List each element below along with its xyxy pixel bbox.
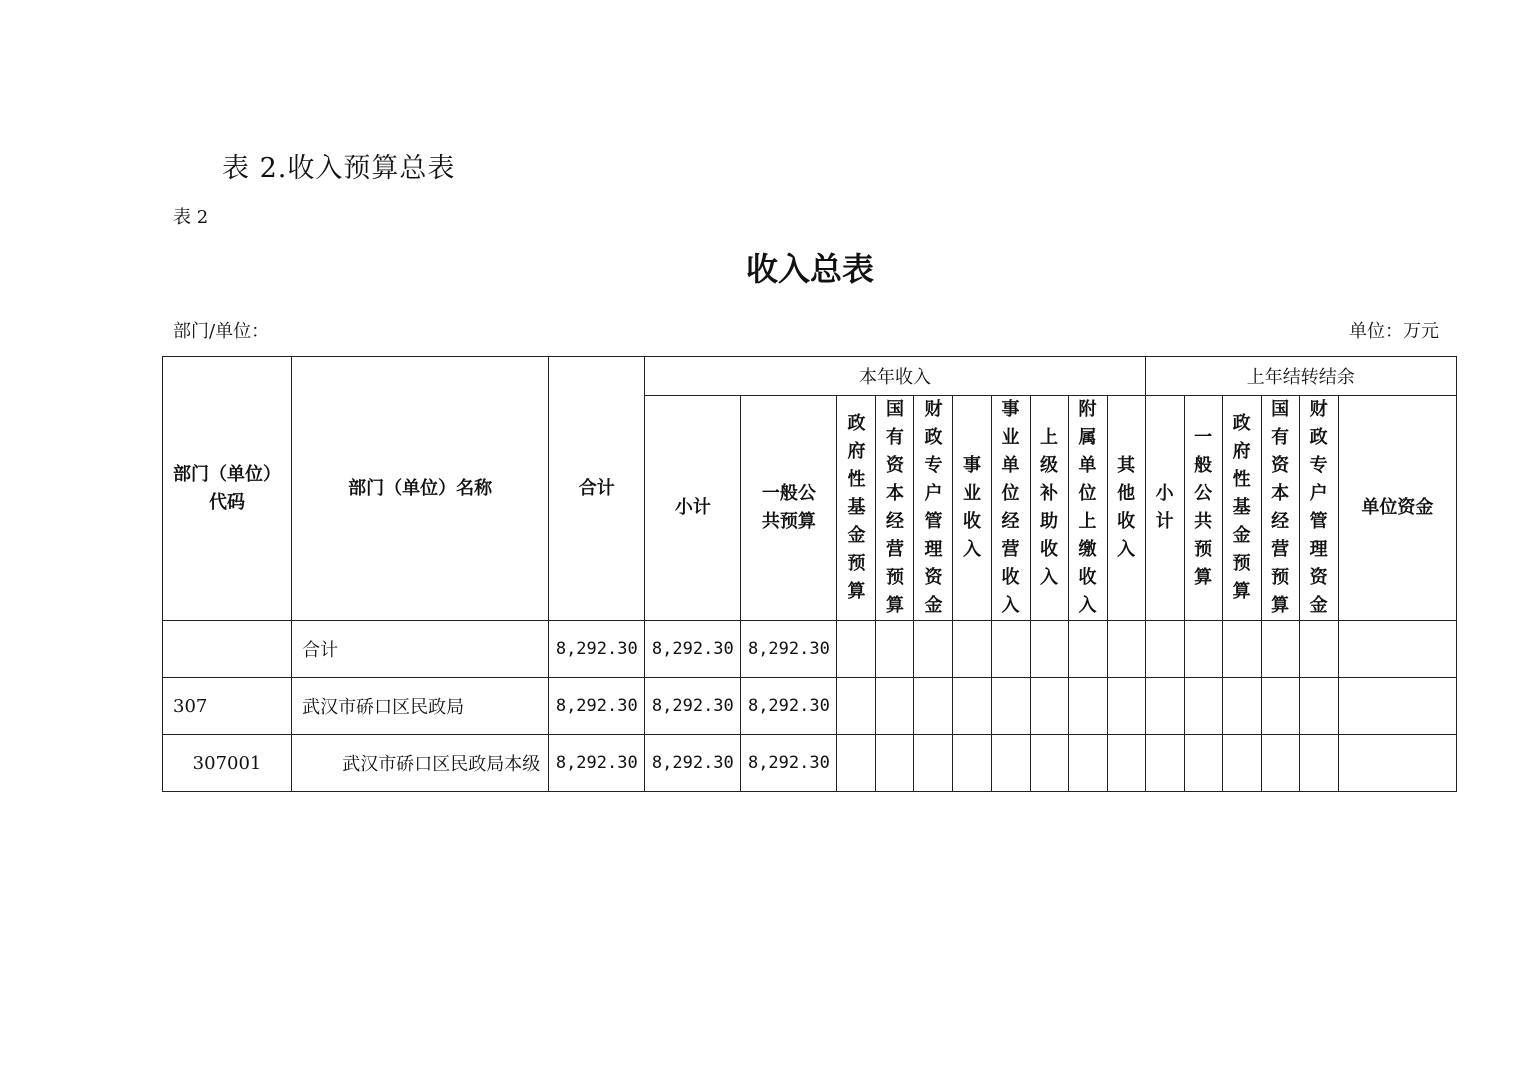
col-header-co-special-account: 财政专户管理资金 xyxy=(1299,396,1338,621)
cell-cy-general: 8,292.30 xyxy=(741,735,837,792)
cell-total: 8,292.30 xyxy=(549,735,645,792)
col-header-cy-subtotal: 小计 xyxy=(645,396,741,621)
col-header-cy-operating-income: 事业单位经营收入 xyxy=(991,396,1030,621)
table-row-department xyxy=(163,678,1457,735)
col-header-cy-gov-fund: 政府性基金预算 xyxy=(837,396,876,621)
cell-total: 8,292.30 xyxy=(549,621,645,678)
table-row-unit xyxy=(163,735,1457,792)
col-header-co-state-capital: 国有资本经营预算 xyxy=(1261,396,1299,621)
department-label: 部门/单位： xyxy=(173,321,270,342)
table-number: 表 2 xyxy=(173,207,209,228)
cell-cy-subtotal: 8,292.30 xyxy=(645,678,741,735)
cell-code: 307001 xyxy=(163,735,292,792)
cell-cy-general: 8,292.30 xyxy=(741,678,837,735)
cell-code xyxy=(163,621,292,678)
cell-cy-general: 8,292.30 xyxy=(741,621,837,678)
col-header-cy-general: 一般公共预算 xyxy=(741,396,837,621)
cell-total: 8,292.30 xyxy=(549,678,645,735)
col-header-cy-other-income: 其他收入 xyxy=(1107,396,1145,621)
unit-label: 单位：万元 xyxy=(1349,321,1439,342)
cell-code: 307 xyxy=(163,678,292,735)
col-header-name: 部门（单位）名称 xyxy=(292,357,549,621)
col-header-co-general: 一般公共预算 xyxy=(1184,396,1222,621)
header-row-group xyxy=(163,357,1457,396)
table-row-total xyxy=(163,621,1457,678)
col-header-total: 合计 xyxy=(549,357,645,621)
col-header-code: 部门（单位）代码 xyxy=(163,357,292,621)
cell-cy-subtotal: 8,292.30 xyxy=(645,735,741,792)
col-header-cy-business-income: 事业收入 xyxy=(953,396,991,621)
col-header-co-subtotal: 小计 xyxy=(1145,396,1184,621)
col-header-cy-affiliate-remit: 附属单位上缴收入 xyxy=(1068,396,1107,621)
col-header-cy-superior-subsidy: 上级补助收入 xyxy=(1030,396,1068,621)
cell-name: 武汉市硚口区民政局 xyxy=(292,678,549,735)
col-header-cy-state-capital: 国有资本经营预算 xyxy=(876,396,914,621)
cell-name: 武汉市硚口区民政局本级 xyxy=(292,735,549,792)
table-title: 收入总表 xyxy=(745,250,874,288)
col-header-cy-special-account: 财政专户管理资金 xyxy=(914,396,953,621)
col-header-co-gov-fund: 政府性基金预算 xyxy=(1222,396,1261,621)
group-header-current-year: 本年收入 xyxy=(645,357,1145,396)
income-budget-table xyxy=(162,356,1457,792)
col-header-co-unit-funds: 单位资金 xyxy=(1338,396,1456,621)
document-title: 表 2.收入预算总表 xyxy=(222,153,456,184)
cell-name: 合计 xyxy=(292,621,549,678)
group-header-carryover: 上年结转结余 xyxy=(1145,357,1456,396)
cell-cy-subtotal: 8,292.30 xyxy=(645,621,741,678)
